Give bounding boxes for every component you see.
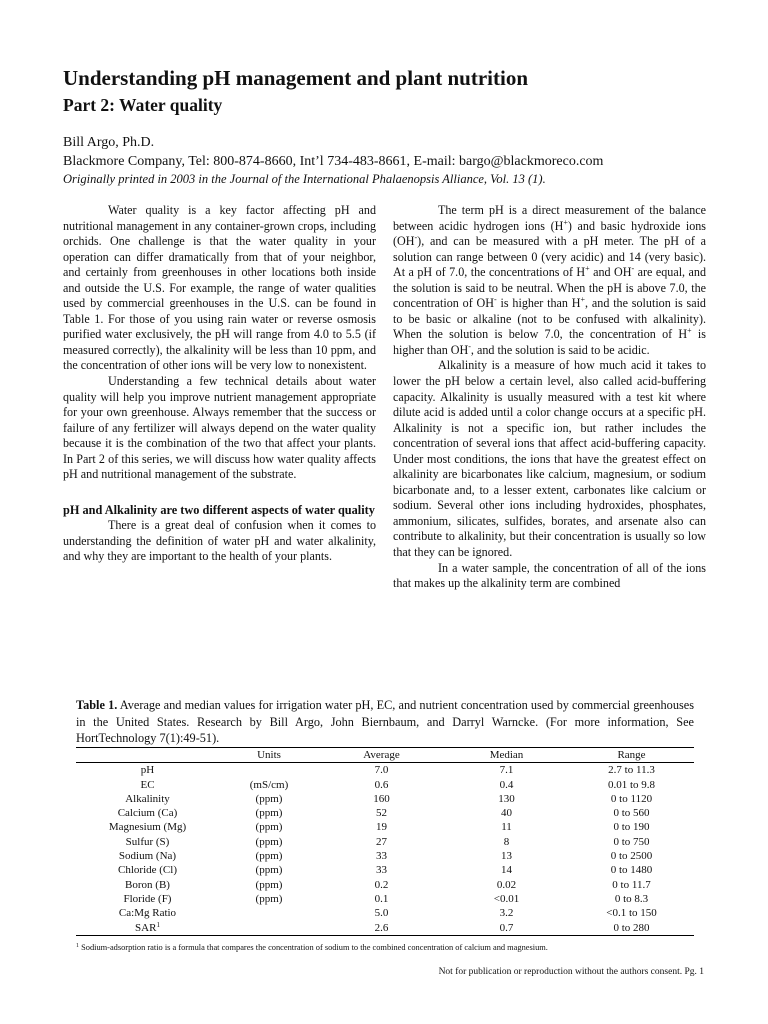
row-median: 0.7 bbox=[444, 921, 569, 936]
superscript-plus: + bbox=[687, 326, 692, 336]
row-name: pH bbox=[140, 764, 155, 777]
row-range: 0 to 1480 bbox=[610, 864, 653, 877]
document-title: Understanding pH management and plant nutrition bbox=[63, 66, 529, 90]
row-range: 0 to 11.7 bbox=[612, 878, 651, 891]
superscript-minus: - bbox=[494, 295, 497, 305]
paragraph-intro: Water quality is a key factor affecting pH and nutritional management in any container-grown crops, including orchids. One challenge is that the water quality in your operation can differ dramatically from that of your neighbor, and certainly from greenhouses in other locations both inside and outside the U.S. For example, the range of water qualities used by commercial greenhouses in the U.S. can be found in Table 1. For those of you using rain water or reverse osmosis purified water exclusively, the pH will range from 4.0 to 5.5 (if measured correctly), the alkalinity will be less than 10 ppm, and the concentration of other ions will be very low to nonexistent. bbox=[63, 203, 376, 373]
row-name: Alkalinity bbox=[125, 792, 170, 805]
ph-text-9: , and the solution is said to be acidic. bbox=[470, 342, 650, 357]
table-row bbox=[76, 835, 694, 849]
row-average: 7.0 bbox=[374, 764, 389, 777]
table-row bbox=[76, 921, 694, 936]
row-units: (mS/cm) bbox=[249, 778, 289, 791]
row-name: Calcium (Ca) bbox=[117, 807, 178, 820]
table-row bbox=[76, 863, 694, 877]
table-row bbox=[76, 792, 694, 806]
author-name: Bill Argo, Ph.D. bbox=[63, 135, 155, 150]
page-footer: Not for publication or reproduction without the authors consent. Pg. 1 bbox=[438, 967, 704, 977]
row-name: Floride (F) bbox=[123, 892, 172, 905]
water-quality-table bbox=[76, 747, 694, 936]
row-units: (ppm) bbox=[255, 807, 283, 820]
row-average: 5.0 bbox=[374, 907, 389, 920]
row-average: 2.6 bbox=[319, 921, 444, 936]
table-row bbox=[76, 892, 694, 906]
row-units bbox=[219, 906, 319, 920]
document-subtitle: Part 2: Water quality bbox=[63, 95, 223, 115]
superscript-plus: + bbox=[580, 295, 586, 305]
superscript-plus: + bbox=[585, 264, 590, 274]
ph-text-7: , and the solution is said to be basic or alkaline (not to be confused with alkalinity). When the solution is below 7.0, the concentration of H bbox=[393, 296, 706, 342]
row-range: 0 to 280 bbox=[569, 921, 694, 936]
paragraph-alkalinity: Alkalinity is a measure of how much acid it takes to lower the pH below a certain level, also called acid-buffering capacity. Alkalinity is usually measured with a test kit where dilute acid is added until a color change occurs at a specific pH. Alkalinity is not a specific ion, but rather includes the concentration of several ions that affect acid-buffering capacity. Under most conditions, the ions that have the greatest effect on alkalinity are bicarbonates like calcium, magnesium, or sodium bicarbonate and, to a lesser extent, carbonates like calcium or sodium. Several other ions including hydroxides, phosphates, ammonium, silicates, sulfides, borates, and arsenate also can contribute to alkalinity, but their concentration is usually so low that they can be ignored. bbox=[393, 358, 706, 560]
row-units bbox=[219, 763, 319, 778]
paragraph-ph-definition bbox=[393, 203, 706, 358]
ph-text-2: ) and basic hydroxide ions (OH bbox=[393, 218, 706, 249]
ph-text-4: and OH bbox=[589, 265, 632, 280]
paragraph-water-sample: In a water sample, the concentration of all of the ions that makes up the alkalinity term are combined bbox=[393, 560, 706, 591]
ph-text-1: The term pH is a direct measurement of the balance between acidic hydrogen ions (H bbox=[393, 203, 706, 233]
row-range: 0.01 to 9.8 bbox=[607, 778, 656, 791]
row-units: (ppm) bbox=[255, 850, 283, 863]
row-range: 2.7 to 11.3 bbox=[608, 764, 655, 777]
ph-text-8: is higher than OH bbox=[393, 327, 707, 357]
footnote-marker: 1 bbox=[76, 943, 79, 949]
row-average: 19 bbox=[376, 821, 387, 834]
row-units: (ppm) bbox=[255, 878, 283, 891]
row-units bbox=[219, 921, 319, 936]
row-average: 160 bbox=[373, 792, 390, 805]
superscript-plus: + bbox=[563, 217, 568, 227]
row-median: 14 bbox=[501, 864, 512, 877]
row-units: (ppm) bbox=[255, 821, 283, 834]
row-name: Magnesium (Mg) bbox=[108, 821, 187, 834]
row-average: 33 bbox=[376, 864, 387, 877]
row-range: 0 to 8.3 bbox=[614, 892, 649, 905]
publication-note: Originally printed in 2003 in the Journal of the International Phalaenopsis Alliance, Vol. 13 (1). bbox=[63, 172, 546, 186]
row-median: 40 bbox=[501, 807, 512, 820]
paragraph-technical-details: Understanding a few technical details about water quality will help you improve nutrient management appropriate for your own greenhouse. Always remember that the success or failure of any fertilizer will always depend on the water quality because it is the combination of the two that affect your plants. In Part 2 of this series, we will discuss how water quality affects pH and nutritional management of the substrate. bbox=[63, 374, 376, 482]
superscript-minus: - bbox=[468, 341, 471, 351]
row-name-text: SAR bbox=[135, 921, 157, 934]
table-row bbox=[76, 806, 694, 820]
row-name: Chloride (Cl) bbox=[118, 864, 177, 877]
row-range: <0.1 to 150 bbox=[606, 907, 657, 920]
row-name: Sulfur (S) bbox=[125, 835, 170, 848]
row-average: 33 bbox=[376, 850, 387, 863]
row-average: 0.2 bbox=[374, 878, 389, 891]
paragraph-confusion: There is a great deal of confusion when it comes to understanding the definition of water pH and water alkalinity, and why they are important to the health of your plants. bbox=[63, 518, 376, 564]
section-heading: pH and Alkalinity are two different aspects of water quality bbox=[63, 502, 375, 517]
row-units: (ppm) bbox=[255, 864, 283, 877]
footnote-marker: 1 bbox=[156, 920, 160, 929]
table-footnote bbox=[76, 942, 548, 953]
row-range: 0 to 2500 bbox=[610, 850, 653, 863]
row-units: (ppm) bbox=[255, 835, 283, 848]
table-row bbox=[76, 820, 694, 834]
table-row bbox=[76, 878, 694, 892]
table-caption bbox=[76, 697, 694, 747]
table-row bbox=[76, 849, 694, 863]
row-median: 0.4 bbox=[499, 778, 514, 791]
right-column bbox=[393, 203, 706, 592]
row-name bbox=[76, 921, 219, 936]
row-name: Boron (B) bbox=[125, 878, 170, 891]
row-range: 0 to 560 bbox=[613, 807, 650, 820]
row-average: 0.1 bbox=[374, 892, 389, 905]
row-median: 8 bbox=[503, 835, 510, 848]
footnote-text: Sodium-adsorption ratio is a formula that compares the concentration of sodium to the combined concentration of calcium and magnesium. bbox=[81, 943, 548, 952]
header-cell: Units bbox=[219, 748, 319, 763]
left-column bbox=[63, 203, 376, 565]
row-average: 0.6 bbox=[374, 778, 389, 791]
row-range: 0 to 190 bbox=[613, 821, 650, 834]
header-cell: Average bbox=[319, 748, 444, 763]
row-median: 130 bbox=[498, 792, 515, 805]
table-label: Table 1. bbox=[76, 698, 118, 712]
header-cell bbox=[76, 748, 219, 763]
row-median: 11 bbox=[501, 821, 512, 834]
table-row bbox=[76, 778, 694, 792]
header-cell: Range bbox=[569, 748, 694, 763]
row-name: Ca:Mg Ratio bbox=[118, 907, 177, 920]
author-contact: Blackmore Company, Tel: 800-874-8660, Int’l 734-483-8661, E-mail: bargo@blackmoreco.com bbox=[63, 154, 604, 169]
header-cell: Median bbox=[444, 748, 569, 763]
table-caption-text: Average and median values for irrigation water pH, EC, and nutrient concentration used by commercial greenhouses in the United States. Research by Bill Argo, John Biernbaum, and Darryl Warncke. (For more information, See HortTechnology 7(1):49-51). bbox=[76, 698, 694, 745]
row-average: 52 bbox=[376, 807, 387, 820]
row-units: (ppm) bbox=[255, 792, 283, 805]
ph-text-3: ), and can be measured with a pH meter. The pH of a solution can range between 0 (very acidic) and 14 (very basic). At a pH of 7.0, the concentrations of H bbox=[393, 234, 706, 280]
row-median: 3.2 bbox=[499, 907, 514, 920]
superscript-minus: - bbox=[414, 233, 418, 243]
table-row bbox=[76, 763, 694, 778]
row-average: 27 bbox=[376, 835, 387, 848]
ph-text-6: is higher than H bbox=[496, 296, 581, 311]
row-range: 0 to 1120 bbox=[610, 792, 653, 805]
ph-text-5: are equal, and the solution is said to be neutral. When the pH is above 7.0, the concentration of OH bbox=[393, 265, 706, 311]
row-median: 13 bbox=[501, 850, 512, 863]
row-median: 0.02 bbox=[496, 878, 517, 891]
row-median: 7.1 bbox=[499, 764, 514, 777]
table-header-row bbox=[76, 748, 694, 763]
superscript-minus: - bbox=[631, 264, 635, 274]
table-row bbox=[76, 906, 694, 920]
row-range: 0 to 750 bbox=[613, 835, 650, 848]
row-median: <0.01 bbox=[493, 892, 520, 905]
row-units: (ppm) bbox=[255, 892, 283, 905]
row-name: Sodium (Na) bbox=[118, 850, 177, 863]
row-name: EC bbox=[140, 778, 155, 791]
